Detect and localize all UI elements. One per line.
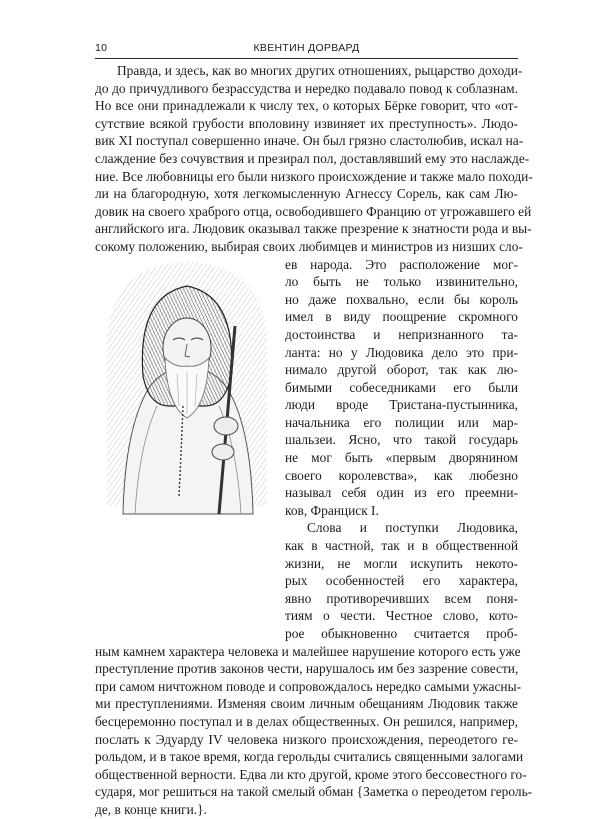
text-line: имел в виду поощрение скромного [285, 309, 518, 325]
text-line: послать к Эдуарду IV человека низкого происхождения, переодетого ге- [95, 731, 518, 747]
page-number: 10 [95, 42, 108, 54]
text-line: ным камнем характера человека и малейшее нарушение которого есть уже [95, 643, 521, 659]
text-line: ев народа. Это расположение мог- [285, 256, 518, 272]
text-line: нимало другой оборот, так как лю- [285, 362, 518, 378]
text-line: не мог быть «первым дворянином [285, 450, 518, 466]
text-line: преступление против законов чести, нарушалось им без зазрение совести, [95, 661, 519, 677]
text-line: общественной верности. Едва ли кто другой, кроме этого бессовестного го- [95, 766, 527, 782]
text-line: рое обыкновенно считается проб- [285, 626, 518, 641]
text-line: сударя, мог решиться на такой смелый обман {Заметка о переодетом героль- [95, 784, 533, 800]
text-line: бесцеремонно поступал и в делах общественных. Он решился, например, [95, 713, 518, 729]
text-line: рольдом, и в такое время, когда герольды считались священными залогами [95, 749, 524, 765]
text-line: начальника его полиции или мар- [285, 414, 518, 430]
text-line: сокому положению, выбирая своих любимцев и министров из низших сло- [95, 238, 523, 254]
text-line: сутствие всякой грубости вполовину извиняет их преступность». Людо- [95, 115, 518, 131]
running-head [95, 40, 518, 59]
text-line: шальзеи. Ясно, что такой государь [285, 432, 518, 448]
text-line: английского ига. Людовик оказывал также презрение к знатности рода и вы- [95, 221, 532, 237]
text-line: явно противоречивших всем поня- [285, 590, 518, 606]
text-line: ние. Все любовницы его были низкого происхождение и также мало походи- [95, 168, 533, 184]
text-line: ланта: но у Людовика дело это при- [285, 344, 518, 360]
text-line: при самом ничтожном поводе и сопровождалось нередко самыми ужасны- [95, 678, 522, 694]
text-line: ло быть не только извинительно, [285, 274, 518, 290]
text-line: как в частной, так и в общественной [285, 538, 518, 554]
book-title: КВЕНТИН ДОРВАРД [253, 42, 360, 54]
text-line: называл себя один из его преемни- [285, 485, 518, 501]
text-line: ли на благородную, хотя легкомысленную Агнессу Сорель, как сам Лю- [95, 186, 518, 202]
text-line: довик на своего храброго отца, освободившего Францию от угрожавшего ей [95, 203, 532, 219]
text-line: вик XI поступал совершенно иначе. Он был грязно сластолюбив, искал на- [95, 133, 524, 149]
text-line: Слова и поступки Людовика, [307, 520, 518, 536]
text-line: своего королевства», как любезно [285, 467, 518, 483]
text-line: рых особенностей его характера, [285, 573, 518, 589]
text-line: Но все они принадлежали к числу тех, о которых Бёрке говорит, что «от- [95, 98, 518, 114]
text-line: бимыми собеседниками его были [285, 379, 518, 395]
text-line: ми преступлениями. Изменяя своим личным обещаниям Людовик также [95, 696, 518, 712]
text-line: жизни, не могли искупить некото- [285, 555, 518, 571]
text-line: тиям о чести. Честное слово, кото- [285, 608, 518, 624]
text-line: де, в конце книги.}. [95, 801, 207, 817]
text-line: Правда, и здесь, как во многих других отношениях, рыцарство доходи- [117, 63, 523, 78]
body-text [95, 62, 533, 819]
text-line: достоинства и непризнанного та- [285, 326, 518, 342]
text-line: но даже похвально, если бы король [285, 291, 518, 307]
text-line: ков, Франциск I. [285, 502, 379, 518]
text-line: до до причудливого безрассудства и нередко подавало повод к соблазнам. [95, 80, 518, 96]
text-line: люди вроде Тристана-пустынника, [285, 397, 518, 413]
text-line: слаждение без сочувствия и презирал пол, доставлявший ему это наслажде- [95, 150, 530, 166]
